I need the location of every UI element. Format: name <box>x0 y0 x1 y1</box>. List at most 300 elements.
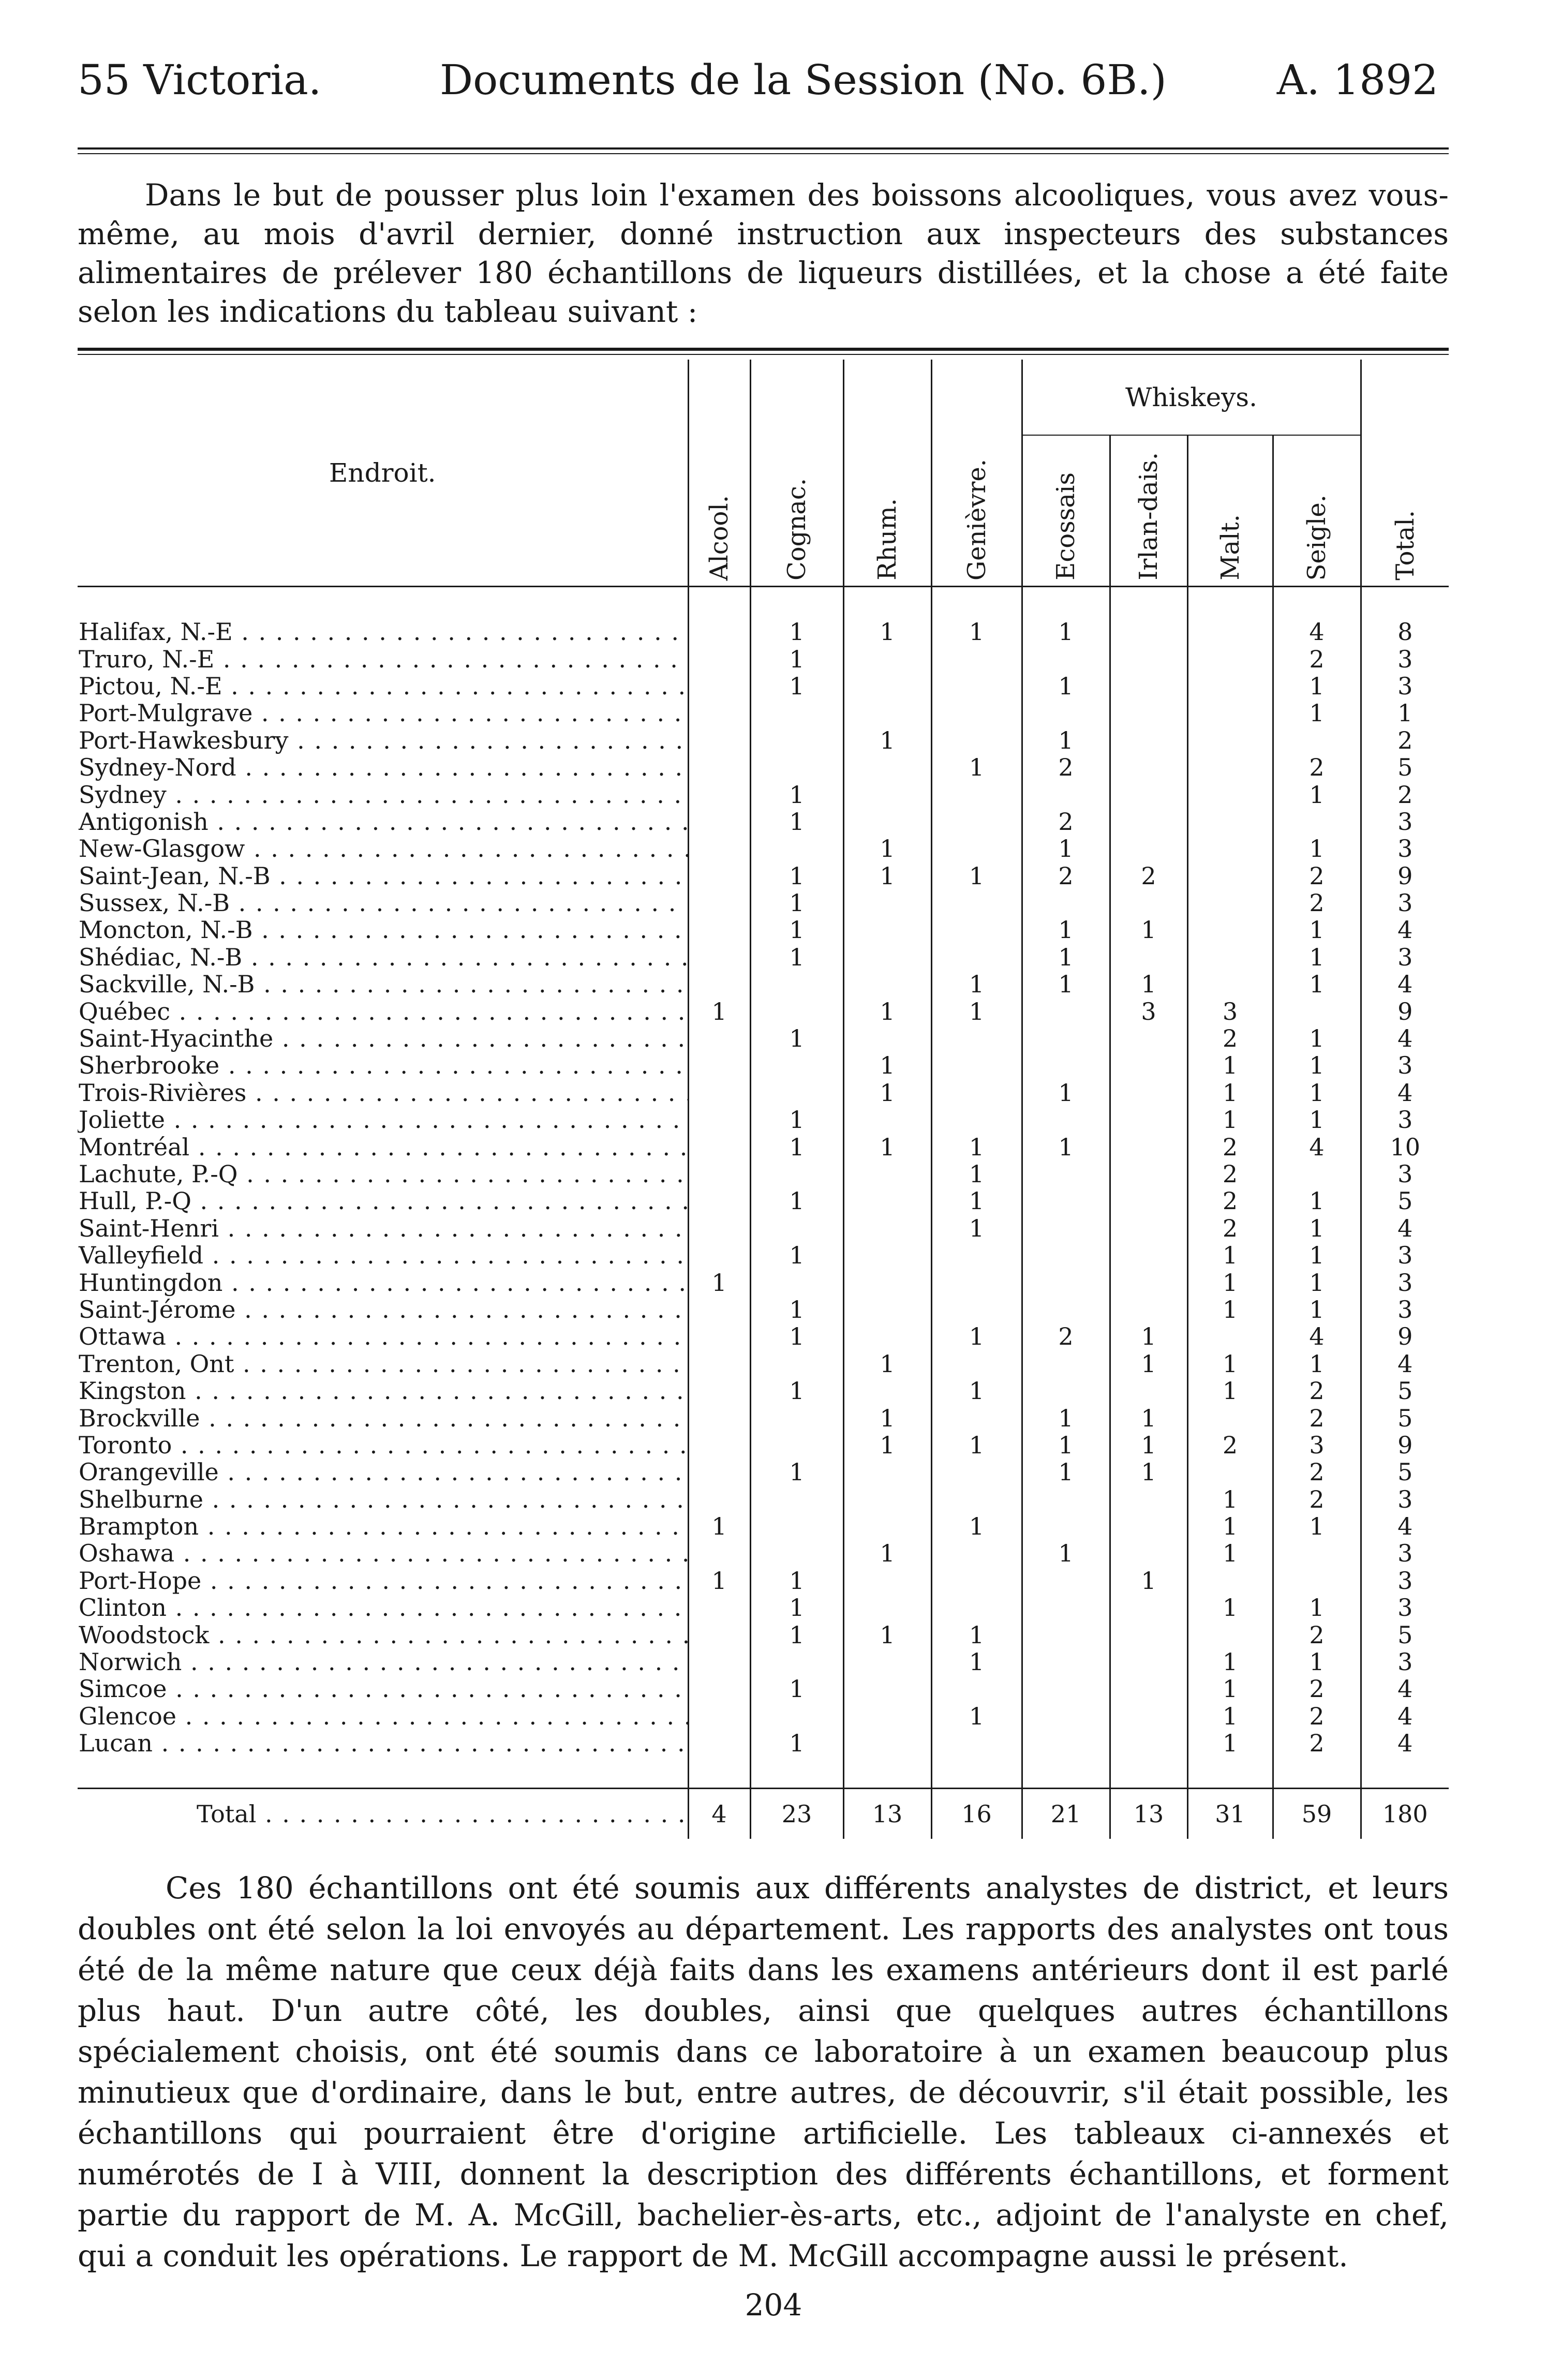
table-top-rule <box>78 348 1449 351</box>
row-cell <box>688 1079 750 1106</box>
row-cell: 1 <box>1110 971 1187 998</box>
row-cell: 1 <box>1273 1079 1361 1106</box>
row-cell: 3 <box>1361 808 1449 835</box>
row-cell: 2 <box>1273 1621 1361 1648</box>
row-cell <box>843 1187 931 1214</box>
row-cell <box>750 1486 843 1513</box>
row-cell: 9 <box>1361 862 1449 889</box>
table-row <box>78 727 1449 754</box>
row-cell <box>1022 700 1110 726</box>
row-cell <box>1022 1052 1110 1079</box>
row-cell: 2 <box>1187 1161 1273 1187</box>
total-cell: 16 <box>931 1789 1022 1839</box>
row-cell: 3 <box>1361 1567 1449 1594</box>
row-cell <box>1110 1161 1187 1187</box>
row-cell <box>931 673 1022 700</box>
row-cell: 3 <box>1361 1540 1449 1567</box>
row-cell: 4 <box>1361 916 1449 943</box>
table-row <box>78 944 1449 971</box>
row-cell <box>1110 1594 1187 1621</box>
row-place: Port-Hope . . . <box>78 1567 688 1594</box>
row-cell <box>688 754 750 781</box>
row-cell <box>1110 673 1187 700</box>
row-cell <box>843 889 931 916</box>
row-cell <box>1110 1079 1187 1106</box>
row-cell: 1 <box>750 781 843 808</box>
row-place: Glencoe . . . <box>78 1703 688 1730</box>
row-cell <box>1022 1296 1110 1323</box>
row-cell <box>1022 1675 1110 1702</box>
row-cell <box>750 998 843 1024</box>
row-cell <box>1187 944 1273 971</box>
row-cell <box>1110 618 1187 645</box>
row-cell: 2 <box>1022 1323 1110 1350</box>
row-cell: 2 <box>1273 889 1361 916</box>
table-row <box>78 1269 1449 1296</box>
row-cell <box>931 1404 1022 1431</box>
row-cell <box>931 808 1022 835</box>
row-cell <box>931 835 1022 862</box>
row-cell <box>750 754 843 781</box>
row-cell: 1 <box>750 1133 843 1160</box>
table-row <box>78 1106 1449 1133</box>
row-cell: 1 <box>931 1215 1022 1242</box>
column-group-whiskeys: Whiskeys. <box>1022 360 1361 435</box>
row-cell: 2 <box>1361 781 1449 808</box>
row-cell: 2 <box>1187 1133 1273 1160</box>
row-cell: 1 <box>1187 1242 1273 1269</box>
row-cell <box>931 1350 1022 1377</box>
row-cell <box>931 645 1022 672</box>
row-cell <box>931 1269 1022 1296</box>
table-row <box>78 1540 1449 1567</box>
row-cell <box>843 1675 931 1702</box>
row-cell <box>1273 808 1361 835</box>
row-cell <box>843 1459 931 1485</box>
row-cell: 1 <box>843 1133 931 1160</box>
row-cell: 1 <box>1273 1106 1361 1133</box>
running-header-right: A. 1892 <box>1276 56 1438 104</box>
row-place: Moncton, N.-B . . . <box>78 916 688 943</box>
row-cell: 1 <box>1110 1404 1187 1431</box>
row-cell: 1 <box>1022 1404 1110 1431</box>
row-cell: 1 <box>843 862 931 889</box>
row-cell <box>750 971 843 998</box>
row-cell <box>688 645 750 672</box>
row-cell <box>1187 1459 1273 1485</box>
row-cell: 1 <box>843 835 931 862</box>
table-row <box>78 889 1449 916</box>
row-place: Québec . . . <box>78 998 688 1024</box>
row-cell: 1 <box>843 1621 931 1648</box>
row-cell: 1 <box>750 673 843 700</box>
table-row <box>78 1133 1449 1160</box>
row-cell <box>688 862 750 889</box>
row-cell: 1 <box>1273 944 1361 971</box>
row-cell <box>931 1052 1022 1079</box>
row-cell <box>931 1242 1022 1269</box>
row-cell: 2 <box>1273 1703 1361 1730</box>
row-cell <box>1273 998 1361 1024</box>
row-cell <box>843 1594 931 1621</box>
row-cell: 4 <box>1273 618 1361 645</box>
row-cell: 1 <box>931 1161 1022 1187</box>
row-cell: 1 <box>688 1567 750 1594</box>
row-place: Sussex, N.-B . . . <box>78 889 688 916</box>
row-cell: 1 <box>750 1567 843 1594</box>
row-place: Sackville, N.-B . . . <box>78 971 688 998</box>
row-place: Huntingdon . . . <box>78 1269 688 1296</box>
row-cell: 2 <box>1022 754 1110 781</box>
running-header-left: 55 Victoria. <box>78 56 322 104</box>
row-cell: 4 <box>1361 1350 1449 1377</box>
row-place: Norwich . . . <box>78 1648 688 1675</box>
table-row <box>78 1594 1449 1621</box>
row-cell <box>843 1106 931 1133</box>
row-cell: 1 <box>931 1377 1022 1404</box>
row-cell <box>688 971 750 998</box>
row-cell <box>1110 1133 1187 1160</box>
row-cell: 3 <box>1361 1486 1449 1513</box>
row-cell: 1 <box>750 1594 843 1621</box>
row-place: Simcoe . . . <box>78 1675 688 1702</box>
row-cell: 1 <box>1187 1269 1273 1296</box>
row-cell <box>1110 700 1187 726</box>
row-place: Kingston . . . <box>78 1377 688 1404</box>
row-cell <box>931 1675 1022 1702</box>
row-cell: 1 <box>750 1296 843 1323</box>
row-cell <box>688 673 750 700</box>
row-place: Joliette . . . <box>78 1106 688 1133</box>
row-cell <box>1110 1675 1187 1702</box>
row-cell: 1 <box>750 1675 843 1702</box>
row-cell <box>843 1215 931 1242</box>
row-cell: 1 <box>843 618 931 645</box>
row-cell: 1 <box>750 944 843 971</box>
table-top-rule-thin <box>78 354 1449 355</box>
table-row <box>78 1323 1449 1350</box>
table-row <box>78 618 1449 645</box>
row-cell: 2 <box>1273 1675 1361 1702</box>
row-cell <box>1187 808 1273 835</box>
row-cell: 1 <box>1187 1377 1273 1404</box>
table-row <box>78 971 1449 998</box>
row-place: Woodstock . . . <box>78 1621 688 1648</box>
row-cell <box>1187 889 1273 916</box>
row-cell <box>688 808 750 835</box>
column-header-total: Total. <box>1361 360 1449 587</box>
table-spacer-row <box>78 587 1449 619</box>
row-place: Saint-Henri . . . <box>78 1215 688 1242</box>
row-cell <box>1187 971 1273 998</box>
row-cell <box>931 700 1022 726</box>
total-cell: 4 <box>688 1789 750 1839</box>
row-cell: 1 <box>1022 1540 1110 1567</box>
row-cell: 4 <box>1361 1703 1449 1730</box>
column-header-endroit: Endroit. <box>329 457 436 488</box>
row-cell: 4 <box>1361 1215 1449 1242</box>
row-cell: 2 <box>1273 1730 1361 1757</box>
row-cell: 1 <box>750 1323 843 1350</box>
row-cell <box>931 1025 1022 1052</box>
row-cell: 1 <box>1187 1540 1273 1567</box>
row-cell: 2 <box>1187 1215 1273 1242</box>
row-cell <box>931 781 1022 808</box>
table-header <box>78 360 1449 587</box>
row-cell <box>1022 1730 1110 1757</box>
row-place: Shédiac, N.-B . . . <box>78 944 688 971</box>
row-cell <box>1187 1567 1273 1594</box>
row-cell: 4 <box>1361 1675 1449 1702</box>
row-cell: 1 <box>931 1703 1022 1730</box>
row-cell: 1 <box>750 645 843 672</box>
row-cell: 3 <box>1361 1106 1449 1133</box>
row-cell: 1 <box>750 618 843 645</box>
row-cell: 2 <box>1187 1025 1273 1052</box>
row-cell: 1 <box>931 1133 1022 1160</box>
row-cell: 1 <box>1273 1242 1361 1269</box>
row-cell: 1 <box>1110 1323 1187 1350</box>
row-cell: 1 <box>1187 1052 1273 1079</box>
table-row <box>78 1730 1449 1757</box>
row-cell <box>843 1161 931 1187</box>
row-cell: 3 <box>1361 1594 1449 1621</box>
row-cell: 1 <box>1273 835 1361 862</box>
row-cell: 1 <box>1187 1079 1273 1106</box>
row-cell <box>843 645 931 672</box>
total-cell: 180 <box>1361 1789 1449 1839</box>
row-cell: 1 <box>931 998 1022 1024</box>
row-cell: 1 <box>750 862 843 889</box>
row-cell: 1 <box>1187 1106 1273 1133</box>
table-row <box>78 1404 1449 1431</box>
row-cell: 3 <box>1361 1052 1449 1079</box>
row-cell <box>843 971 931 998</box>
row-cell: 2 <box>1273 1486 1361 1513</box>
table-row <box>78 1377 1449 1404</box>
row-cell <box>1273 727 1361 754</box>
row-cell: 1 <box>1110 1432 1187 1459</box>
header-rule-thin <box>78 153 1449 154</box>
row-cell <box>750 1648 843 1675</box>
row-cell <box>1022 1242 1110 1269</box>
row-cell <box>688 1594 750 1621</box>
table-row <box>78 862 1449 889</box>
row-cell: 1 <box>750 1187 843 1214</box>
row-cell <box>1110 808 1187 835</box>
row-cell <box>843 1486 931 1513</box>
row-cell <box>1110 1106 1187 1133</box>
row-cell: 1 <box>1187 1350 1273 1377</box>
row-cell: 1 <box>1022 1459 1110 1485</box>
row-cell <box>688 1621 750 1648</box>
row-cell: 1 <box>931 1187 1022 1214</box>
row-place: Lucan . . . <box>78 1730 688 1757</box>
row-cell <box>1110 1703 1187 1730</box>
row-cell: 1 <box>1187 1594 1273 1621</box>
row-cell <box>931 1106 1022 1133</box>
row-cell: 2 <box>1110 862 1187 889</box>
row-cell: 1 <box>1187 1730 1273 1757</box>
row-cell <box>1187 781 1273 808</box>
row-cell <box>750 1513 843 1540</box>
row-cell: 1 <box>843 1079 931 1106</box>
row-place: Lachute, P.-Q . . . <box>78 1161 688 1187</box>
row-cell: 4 <box>1273 1323 1361 1350</box>
row-cell <box>1187 700 1273 726</box>
row-cell: 5 <box>1361 1621 1449 1648</box>
row-cell: 1 <box>1273 1187 1361 1214</box>
row-cell <box>843 1513 931 1540</box>
row-cell <box>688 700 750 726</box>
row-cell <box>688 1486 750 1513</box>
row-cell: 1 <box>931 971 1022 998</box>
row-place: Ottawa . . . <box>78 1323 688 1350</box>
row-cell <box>750 835 843 862</box>
row-cell: 1 <box>1273 1296 1361 1323</box>
row-cell: 1 <box>1110 916 1187 943</box>
row-cell <box>688 1459 750 1485</box>
row-cell <box>1110 1486 1187 1513</box>
samples-table <box>78 360 1449 1839</box>
row-cell: 1 <box>1187 1486 1273 1513</box>
table-row <box>78 1296 1449 1323</box>
column-header-cognac: Cognac. <box>750 360 843 587</box>
row-cell <box>1110 835 1187 862</box>
row-cell <box>1110 1730 1187 1757</box>
row-cell <box>1022 1161 1110 1187</box>
row-cell: 1 <box>1273 1513 1361 1540</box>
row-cell: 1 <box>1022 944 1110 971</box>
header-rule <box>78 147 1449 150</box>
row-cell <box>1022 1269 1110 1296</box>
row-cell: 1 <box>843 1540 931 1567</box>
row-cell: 1 <box>843 1432 931 1459</box>
row-cell <box>750 1350 843 1377</box>
row-cell: 1 <box>750 1106 843 1133</box>
row-cell: 1 <box>1022 1079 1110 1106</box>
row-cell: 1 <box>931 862 1022 889</box>
row-cell <box>688 1025 750 1052</box>
row-cell: 1 <box>843 727 931 754</box>
row-cell: 1 <box>931 1323 1022 1350</box>
row-cell: 5 <box>1361 1187 1449 1214</box>
table-row <box>78 1187 1449 1214</box>
table-row <box>78 1350 1449 1377</box>
row-cell <box>931 916 1022 943</box>
row-cell <box>750 1404 843 1431</box>
row-cell <box>843 916 931 943</box>
row-cell: 1 <box>1273 1215 1361 1242</box>
row-place: Saint-Jérome . . . <box>78 1296 688 1323</box>
row-cell: 2 <box>1361 727 1449 754</box>
row-cell: 8 <box>1361 618 1449 645</box>
table-row <box>78 1567 1449 1594</box>
row-cell <box>688 781 750 808</box>
page-number: 204 <box>745 2287 802 2323</box>
row-cell <box>688 727 750 754</box>
closing-paragraph: Ces 180 échantillons ont été soumis aux différents analystes de district, et leurs doubles ont été selon la loi envoyés au département. Les rapports des analystes ont tous été de la même nature que ceux déjà faits dans les examens antérieurs dont il est parlé plus haut. D'un autre côté, les doubles, ainsi que quelques autres échantillons spécialement choisis, ont été soumis dans ce laboratoire à un examen beaucoup plus minutieux que d'ordinaire, dans le but, entre autres, de découvrir, s'il était possible, les échantillons qui pourraient être d'origine artificielle. Les tableaux ci-annexés et numérotés de I à VIII, donnent la description des différents échantillons, et forment partie du rapport de M. A. McGill, bachelier-ès-arts, etc., adjoint de l'analyste en chef, qui a conduit les opérations. Le rapport de M. McGill accompagne aussi le présent. <box>78 1870 1449 2273</box>
row-cell <box>1110 1296 1187 1323</box>
row-cell <box>1022 998 1110 1024</box>
row-cell <box>688 1187 750 1214</box>
row-cell: 1 <box>750 916 843 943</box>
row-cell: 5 <box>1361 1377 1449 1404</box>
column-header-rhum: Rhum. <box>843 360 931 587</box>
row-cell <box>1022 1486 1110 1513</box>
row-cell <box>1022 1594 1110 1621</box>
row-cell: 1 <box>1273 916 1361 943</box>
row-cell: 3 <box>1273 1432 1361 1459</box>
row-cell <box>1110 1513 1187 1540</box>
row-place: Montréal . . . <box>78 1133 688 1160</box>
row-cell <box>843 1730 931 1757</box>
row-cell: 3 <box>1361 645 1449 672</box>
row-cell <box>688 1703 750 1730</box>
column-header-genievre: Genièvre. <box>931 360 1022 587</box>
row-cell: 1 <box>843 1052 931 1079</box>
row-cell: 1 <box>1022 971 1110 998</box>
row-cell: 2 <box>1022 808 1110 835</box>
row-cell: 2 <box>1273 862 1361 889</box>
row-cell <box>750 1432 843 1459</box>
row-place: Orangeville . . . <box>78 1459 688 1485</box>
row-cell <box>1187 862 1273 889</box>
row-cell: 5 <box>1361 1459 1449 1485</box>
row-place: Hull, P.-Q . . . <box>78 1187 688 1214</box>
row-cell: 9 <box>1361 1432 1449 1459</box>
row-cell: 4 <box>1361 1730 1449 1757</box>
table-row <box>78 1675 1449 1702</box>
row-cell <box>843 700 931 726</box>
row-cell: 3 <box>1361 673 1449 700</box>
row-cell <box>750 1540 843 1567</box>
row-cell: 2 <box>1022 862 1110 889</box>
row-cell: 1 <box>750 1025 843 1052</box>
row-cell <box>843 1296 931 1323</box>
row-cell: 2 <box>1187 1432 1273 1459</box>
row-cell <box>688 1215 750 1242</box>
row-cell <box>931 944 1022 971</box>
row-place: Port-Hawkesbury . . . <box>78 727 688 754</box>
column-header-alcool: Alcool. <box>688 360 750 587</box>
row-cell: 1 <box>750 1242 843 1269</box>
row-cell: 1 <box>931 618 1022 645</box>
total-label: Total . . . <box>78 1789 688 1839</box>
table-spacer-row <box>78 1757 1449 1789</box>
row-place: Toronto . . . <box>78 1432 688 1459</box>
column-header-ecossais: Ecossais <box>1022 435 1110 587</box>
total-cell: 13 <box>1110 1789 1187 1839</box>
row-cell <box>1022 1106 1110 1133</box>
row-cell <box>843 1703 931 1730</box>
row-cell <box>1022 1215 1110 1242</box>
table-row <box>78 1079 1449 1106</box>
table-row <box>78 1459 1449 1485</box>
row-cell: 10 <box>1361 1133 1449 1160</box>
row-cell: 1 <box>1022 618 1110 645</box>
row-place: Shelburne . . . <box>78 1486 688 1513</box>
row-cell: 1 <box>1110 1350 1187 1377</box>
row-cell <box>1110 1269 1187 1296</box>
row-cell: 3 <box>1361 1242 1449 1269</box>
row-place: Brockville . . . <box>78 1404 688 1431</box>
row-cell: 9 <box>1361 998 1449 1024</box>
row-place: Sherbrooke . . . <box>78 1052 688 1079</box>
row-cell <box>1022 1621 1110 1648</box>
row-cell: 3 <box>1361 944 1449 971</box>
row-cell: 1 <box>1187 1648 1273 1675</box>
